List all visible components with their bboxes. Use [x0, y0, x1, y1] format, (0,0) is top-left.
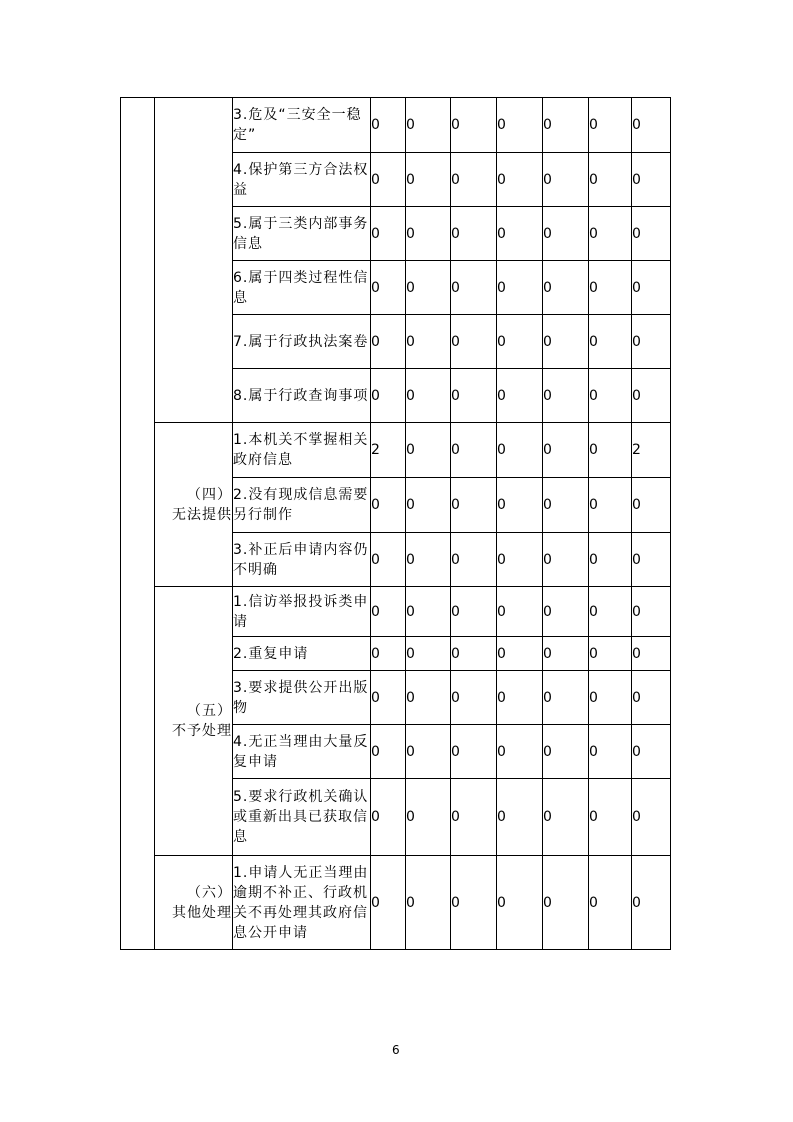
- value-cell: 0: [632, 533, 671, 587]
- table-row: [121, 98, 671, 153]
- value-cell: 0: [371, 478, 406, 533]
- value-cell: 0: [632, 315, 671, 369]
- value-cell: 0: [406, 261, 451, 315]
- value-cell: 0: [543, 315, 589, 369]
- category-number: （五）: [187, 703, 232, 719]
- value-cell: 0: [589, 315, 632, 369]
- item-label: 6.属于四类过程性信息: [233, 261, 371, 315]
- value-cell: 0: [543, 261, 589, 315]
- value-cell: 0: [371, 587, 406, 637]
- category-number: （四）: [187, 486, 232, 503]
- value-cell: 0: [632, 153, 671, 207]
- value-cell: 0: [543, 153, 589, 207]
- table-body: [121, 98, 671, 950]
- value-cell: 0: [589, 779, 632, 856]
- value-cell: 0: [497, 153, 543, 207]
- value-cell: 0: [497, 779, 543, 856]
- value-cell: 0: [406, 725, 451, 779]
- category-cell: [155, 98, 233, 423]
- value-cell: 0: [632, 671, 671, 725]
- item-label: 2.没有现成信息需要另行制作: [233, 478, 371, 533]
- item-label: 7.属于行政执法案卷: [233, 315, 371, 369]
- value-cell: 0: [589, 637, 632, 671]
- value-cell: 0: [497, 98, 543, 153]
- value-cell: 0: [371, 779, 406, 856]
- value-cell: 0: [543, 637, 589, 671]
- value-cell: 0: [406, 315, 451, 369]
- value-cell: 0: [451, 587, 497, 637]
- value-cell: 0: [543, 369, 589, 423]
- value-cell: 0: [451, 533, 497, 587]
- value-cell: 0: [451, 671, 497, 725]
- value-cell: 0: [371, 261, 406, 315]
- value-cell: 0: [543, 478, 589, 533]
- value-cell: 0: [406, 533, 451, 587]
- value-cell: 0: [589, 98, 632, 153]
- item-label: 1.本机关不掌握相关政府信息: [233, 423, 371, 478]
- item-label: 1.信访举报投诉类申请: [233, 587, 371, 637]
- value-cell: 0: [371, 533, 406, 587]
- value-cell: 0: [497, 671, 543, 725]
- table-row: [121, 587, 671, 637]
- value-cell: 0: [406, 779, 451, 856]
- category-cell: [155, 856, 233, 950]
- item-label: 4.保护第三方合法权益: [233, 153, 371, 207]
- item-label: 3.要求提供公开出版物: [233, 671, 371, 725]
- value-cell: 0: [406, 423, 451, 478]
- value-cell: 0: [589, 671, 632, 725]
- value-cell: 0: [497, 315, 543, 369]
- value-cell: 0: [543, 533, 589, 587]
- value-cell: 0: [543, 423, 589, 478]
- value-cell: 0: [371, 671, 406, 725]
- value-cell: 0: [451, 856, 497, 950]
- value-cell: 0: [406, 671, 451, 725]
- value-cell: 0: [632, 725, 671, 779]
- value-cell: 0: [406, 153, 451, 207]
- value-cell: 0: [543, 587, 589, 637]
- value-cell: 0: [406, 207, 451, 261]
- value-cell: 0: [371, 315, 406, 369]
- value-cell: 0: [632, 478, 671, 533]
- value-cell: 0: [451, 261, 497, 315]
- value-cell: 0: [543, 779, 589, 856]
- value-cell: 0: [451, 369, 497, 423]
- value-cell: 0: [589, 207, 632, 261]
- value-cell: 0: [371, 725, 406, 779]
- value-cell: 0: [497, 207, 543, 261]
- value-cell: 0: [371, 98, 406, 153]
- item-label: 3.危及“三安全一稳定”: [233, 98, 371, 153]
- value-cell: 0: [371, 207, 406, 261]
- item-label: 3.补正后申请内容仍不明确: [233, 533, 371, 587]
- item-label: 5.要求行政机关确认或重新出具已获取信息: [233, 779, 371, 856]
- category-label: 无法提供: [172, 506, 232, 523]
- value-cell: 0: [451, 98, 497, 153]
- value-cell: 0: [543, 671, 589, 725]
- value-cell: 0: [497, 856, 543, 950]
- value-cell: 0: [451, 423, 497, 478]
- value-cell: 0: [543, 98, 589, 153]
- value-cell: 0: [497, 533, 543, 587]
- value-cell: 0: [497, 587, 543, 637]
- value-cell: 0: [589, 261, 632, 315]
- value-cell: 2: [632, 423, 671, 478]
- value-cell: 0: [451, 315, 497, 369]
- value-cell: 0: [632, 637, 671, 671]
- value-cell: 0: [589, 478, 632, 533]
- value-cell: 0: [406, 369, 451, 423]
- value-cell: 0: [451, 153, 497, 207]
- value-cell: 0: [406, 587, 451, 637]
- value-cell: 0: [589, 725, 632, 779]
- value-cell: 0: [497, 637, 543, 671]
- value-cell: 0: [497, 369, 543, 423]
- category-number: （六）: [187, 884, 232, 901]
- value-cell: 0: [406, 637, 451, 671]
- table-row: [121, 856, 671, 950]
- value-cell: 0: [589, 856, 632, 950]
- value-cell: 0: [497, 478, 543, 533]
- item-label: 2.重复申请: [233, 637, 371, 671]
- value-cell: 0: [371, 153, 406, 207]
- value-cell: 0: [632, 587, 671, 637]
- value-cell: 0: [451, 637, 497, 671]
- value-cell: 0: [543, 725, 589, 779]
- value-cell: 0: [371, 856, 406, 950]
- value-cell: 0: [632, 779, 671, 856]
- disclosure-statistics-table: [120, 97, 671, 950]
- value-cell: 0: [497, 423, 543, 478]
- value-cell: 0: [451, 779, 497, 856]
- value-cell: 0: [543, 856, 589, 950]
- category-cell: [155, 587, 233, 856]
- value-cell: 0: [589, 533, 632, 587]
- value-cell: 0: [371, 369, 406, 423]
- item-label: 5.属于三类内部事务信息: [233, 207, 371, 261]
- value-cell: 0: [451, 207, 497, 261]
- value-cell: 0: [406, 856, 451, 950]
- value-cell: 0: [497, 261, 543, 315]
- table-row: [121, 423, 671, 478]
- category-label: 不予处理: [172, 723, 232, 739]
- value-cell: 0: [632, 369, 671, 423]
- value-cell: 0: [451, 725, 497, 779]
- value-cell: 0: [406, 478, 451, 533]
- value-cell: 0: [589, 423, 632, 478]
- value-cell: 0: [451, 478, 497, 533]
- item-label: 4.无正当理由大量反复申请: [233, 725, 371, 779]
- value-cell: 0: [589, 153, 632, 207]
- value-cell: 0: [371, 637, 406, 671]
- value-cell: 0: [589, 369, 632, 423]
- value-cell: 2: [371, 423, 406, 478]
- value-cell: 0: [632, 261, 671, 315]
- category-cell: [155, 423, 233, 587]
- value-cell: 0: [632, 98, 671, 153]
- outer-category-cell: [121, 98, 155, 950]
- category-label: 其他处理: [172, 904, 232, 921]
- page-number: 6: [392, 1043, 400, 1057]
- value-cell: 0: [632, 856, 671, 950]
- item-label: 8.属于行政查询事项: [233, 369, 371, 423]
- value-cell: 0: [632, 207, 671, 261]
- value-cell: 0: [589, 587, 632, 637]
- value-cell: 0: [543, 207, 589, 261]
- item-label: 1.申请人无正当理由逾期不补正、行政机关不再处理其政府信息公开申请: [233, 856, 371, 950]
- value-cell: 0: [497, 725, 543, 779]
- value-cell: 0: [406, 98, 451, 153]
